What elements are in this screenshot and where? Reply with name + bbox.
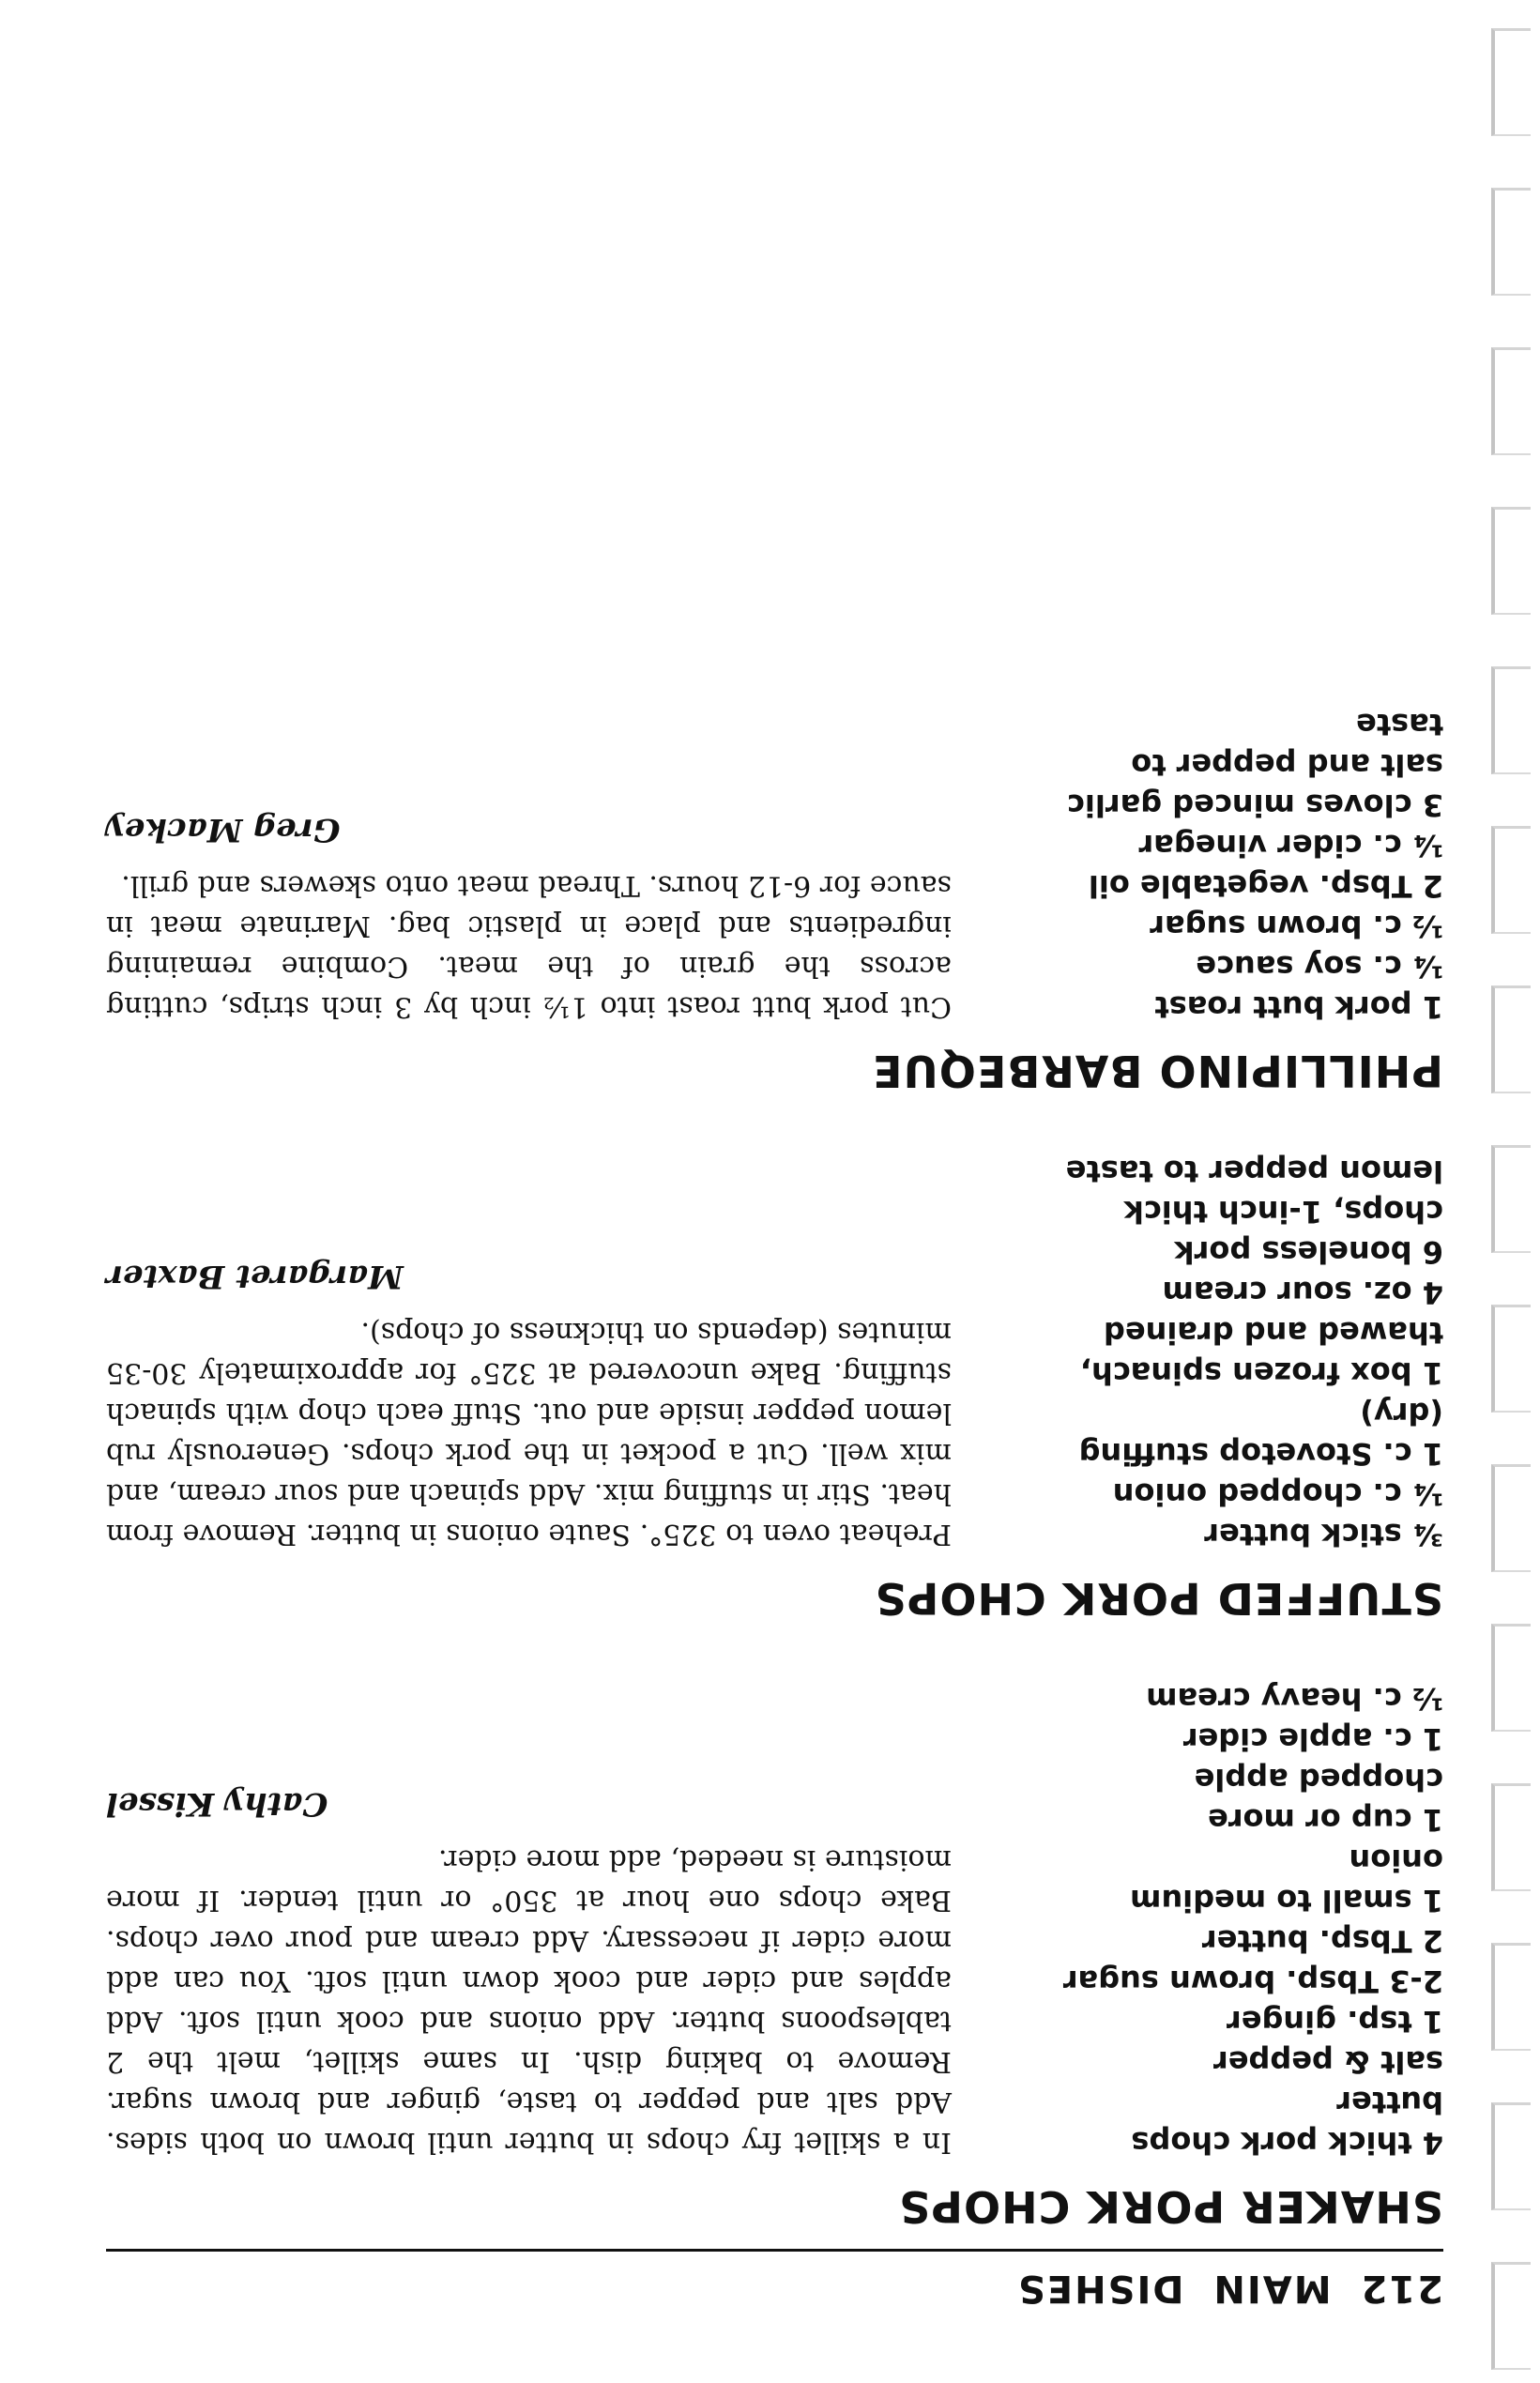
recipe-title: SHAKER PORK CHOPS <box>898 2181 1443 2232</box>
recipe-author: Margaret Baxter <box>106 1258 404 1295</box>
ingredient: 6 boneless pork <box>1174 1234 1443 1270</box>
ingredient: 1 c. Stovetop stuffing <box>1078 1436 1443 1472</box>
recipe-directions: Preheat oven to 325°. Saute onions in butter. Remove from heat. Stir in stuffing mix. Add spinach and sour cream, and mix well. Cut a pocket in the pork chops. Generously rub lemon pepper inside and out. Stuff each chop with spinach stuffing. Bake uncovered at 325° for approximately 30-35 minutes (depends on thickness of chops). <box>106 1316 952 1550</box>
ingredient: 1 box frozen spinach, <box>1079 1355 1443 1391</box>
ingredient: (dry) <box>1360 1396 1443 1431</box>
ingredient: salt & pepper <box>1213 2044 1443 2080</box>
ingredient-list <box>993 1678 1443 2162</box>
ingredient: 1 small to medium <box>1130 1883 1443 1918</box>
ingredient: ¼ c. cider vinegar <box>1138 828 1443 863</box>
ingredient: chopped apple <box>1194 1762 1443 1797</box>
recipe-body <box>106 1678 1443 2162</box>
ingredient: 4 oz. sour cream <box>1162 1275 1443 1310</box>
recipe-title: PHILLIPINO BARBEQUE <box>872 1046 1443 1096</box>
recipe-method <box>106 704 952 1027</box>
recipe-author: Greg Mackey <box>106 811 341 848</box>
recipe-body <box>106 1151 1443 1554</box>
page-number: 212 <box>1359 2267 1443 2310</box>
ingredient: ¼ c. chopped onion <box>1112 1476 1443 1512</box>
recipe-directions: Cut pork butt roast into 1½ inch by 3 inch strips, cutting across the grain of the meat. Combine remaining ingredients and place in plastic bag. Marinate meat in sauce for 6-12 hours. Thread meat onto skewers and grill. <box>106 869 952 1023</box>
ingredient: salt and pepper to <box>1131 747 1443 783</box>
ingredient: thawed and drained <box>1103 1315 1443 1351</box>
ingredient-list <box>993 1151 1443 1554</box>
section-title: MAIN DISHES <box>1016 2267 1332 2310</box>
ingredient: 3 cloves minced garlic <box>1066 787 1443 823</box>
ingredient-list <box>993 704 1443 1027</box>
recipe-shaker-pork-chops <box>106 1678 1443 2232</box>
ingredient: 1 cup or more <box>1208 1802 1443 1838</box>
recipe-body <box>106 704 1443 1027</box>
recipe-method <box>106 1151 952 1554</box>
recipe-title: STUFFED PORK CHOPS <box>874 1573 1443 1624</box>
recipe-author: Cathy Kissel <box>106 1785 328 1823</box>
recipe-stuffed-pork-chops <box>106 1151 1443 1624</box>
ingredient: butter <box>1336 2085 1443 2120</box>
ingredient: taste <box>1356 707 1443 742</box>
recipe-directions: In a skillet fry chops in butter until brown on both sides. Add salt and pepper to taste, ginger and brown sugar. Remove to baking dish. In same skillet, melt the 2 tablespoons butter. Add onions and cook until soft. Add apples and cider and cook down until soft. You can add more cider if necessary. Add cream and pour over chops. Bake chops one hour at 350° or until tender. If more moisture is needed, add more cider. <box>106 1843 952 2159</box>
ingredient: 2 Tbsp. vegetable oil <box>1088 868 1443 904</box>
ingredient: 4 thick pork chops <box>1131 2125 1443 2161</box>
ingredient: onion <box>1349 1842 1443 1878</box>
ingredient: ¾ stick butter <box>1204 1517 1443 1552</box>
recipe-method <box>106 1678 952 2162</box>
recipe-phillipino-barbeque <box>106 704 1443 1096</box>
ingredient: 1 tsp. ginger <box>1227 2004 1443 2039</box>
ingredient: ¼ c. soy sauce <box>1196 949 1443 985</box>
page-content <box>106 704 1443 2310</box>
ingredient: 1 pork butt roast <box>1154 989 1443 1025</box>
ingredient: ½ c. heavy cream <box>1146 1681 1443 1717</box>
ingredient: 1 c. apple cider <box>1182 1721 1443 1757</box>
ingredient: 2-3 Tbsp. brown sugar <box>1062 1963 1443 1999</box>
ingredient: lemon pepper to taste <box>1065 1153 1443 1189</box>
page-header <box>106 2249 1443 2310</box>
ingredient: chops, 1-inch thick <box>1123 1194 1443 1230</box>
ingredient: ½ c. brown sugar <box>1150 909 1443 944</box>
ingredient: 2 Tbsp. butter <box>1201 1923 1443 1959</box>
